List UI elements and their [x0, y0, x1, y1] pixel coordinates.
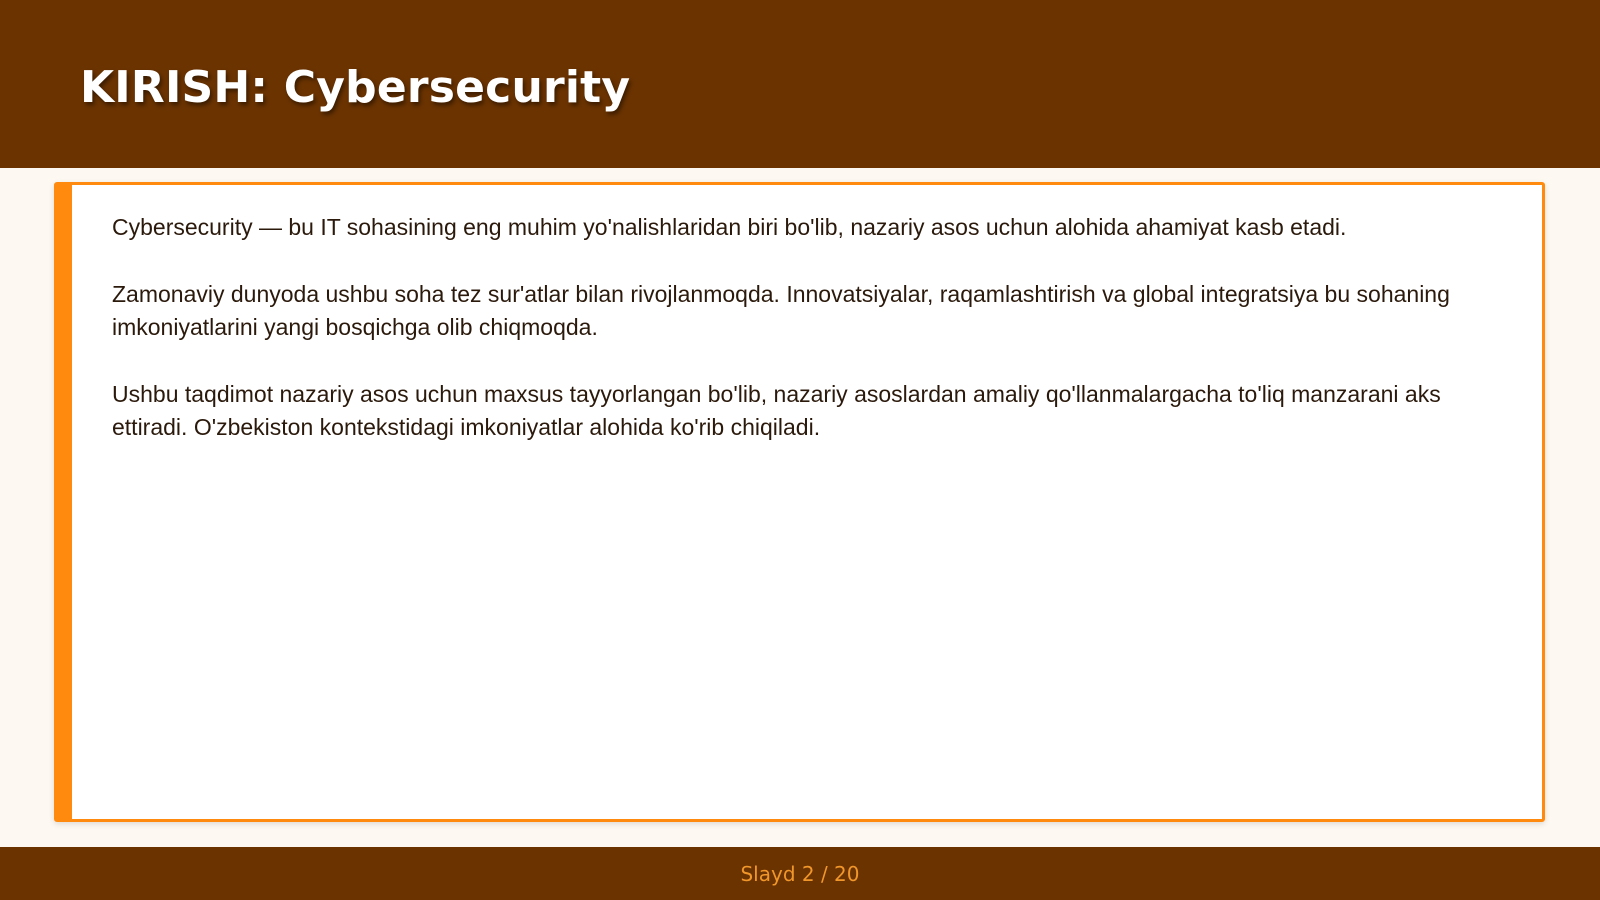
slide-title: KIRISH: Cybersecurity	[80, 62, 631, 113]
slide-header	[0, 0, 1600, 168]
slide-footer	[0, 847, 1600, 900]
paragraph-intro: Cybersecurity — bu IT sohasining eng muhim yo'nalishlaridan biri bo'lib, nazariy asos uchun alohida ahamiyat kasb etadi.	[112, 214, 1347, 240]
content-card	[54, 182, 1545, 822]
slide-counter: Slayd 2 / 20	[740, 862, 860, 886]
paragraph-presentation-scope: Ushbu taqdimot nazariy asos uchun maxsus tayyorlangan bo'lib, nazariy asoslardan amaliy qo'llanmalargacha to'liq manzarani aks ettiradi. O'zbekiston kontekstidagi imkoniyatlar alohida ko'rib chiqiladi.	[112, 381, 1441, 440]
content-body	[112, 211, 1502, 478]
paragraph-modern-world: Zamonaviy dunyoda ushbu soha tez sur'atlar bilan rivojlanmoqda. Innovatsiyalar, raqamlashtirish va global integratsiya bu sohaning imkoniyatlarini yangi bosqichga olib chiqmoqda.	[112, 281, 1450, 340]
